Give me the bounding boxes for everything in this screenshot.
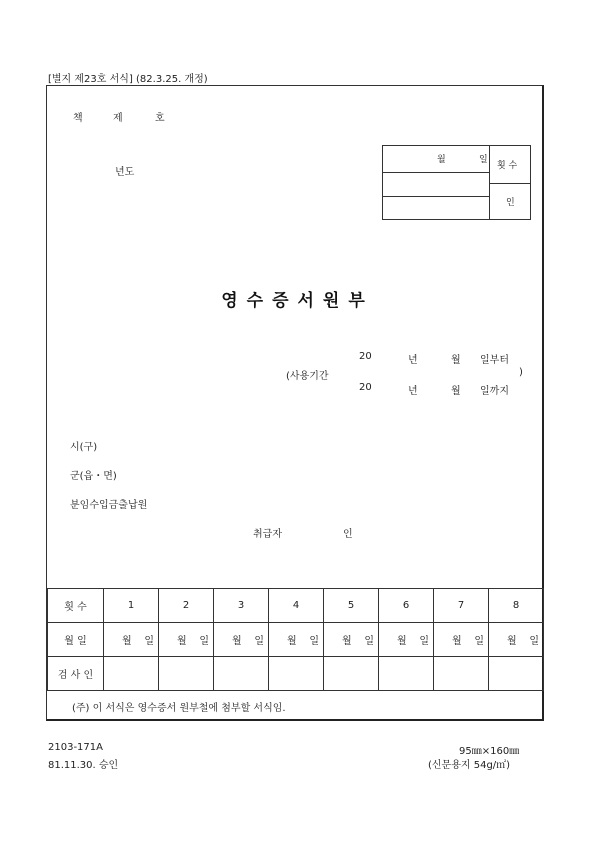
volume-month: 월 [437,155,446,165]
inspection-cell [104,657,159,691]
row-label-count: 횟 수 [48,589,104,623]
period-row1-year-prefix: 20 [359,351,372,362]
year-label: 년도 [115,167,135,178]
col-number: 4 [269,589,324,623]
county-label: 군(읍・면) [70,471,117,482]
inspection-cell [324,657,379,691]
period-open: (사용기간 [286,371,329,382]
approval-date: 81.11.30. 승인 [48,760,119,771]
handler-seal: 인 [343,529,353,540]
period-close: ) [519,367,523,378]
inspection-table [47,588,544,691]
volume-day: 일 [479,155,488,165]
handler-label: 취급자 [253,529,282,540]
inspection-cell [434,657,489,691]
volume-box [382,145,531,220]
date-cell: 월 일 [434,623,489,657]
col-number: 8 [489,589,544,623]
row-label-inspection: 검 사 인 [48,657,104,691]
form-reference: [별지 제23호 서식] (82.3.25. 개정) [48,74,208,85]
col-number: 7 [434,589,489,623]
col-number: 2 [159,589,214,623]
period-row2-month: 월 [451,386,461,397]
volume-seal: 인 [506,198,515,208]
inspection-cell [159,657,214,691]
inspection-cell [379,657,434,691]
col-number: 3 [214,589,269,623]
book-label-2: 제 [113,113,123,124]
form-note: (주) 이 서식은 영수증서 원부철에 첨부할 서식임. [72,703,286,714]
col-number: 1 [104,589,159,623]
table-row [48,657,544,691]
volume-count-label: 횟 수 [497,161,518,171]
date-cell: 월 일 [214,623,269,657]
book-label-1: 책 [73,113,83,124]
row-label-date: 월 일 [48,623,104,657]
inspection-cell [269,657,324,691]
date-cell: 월 일 [324,623,379,657]
form-code: 2103-171A [48,742,103,753]
table-row [48,589,544,623]
col-number: 5 [324,589,379,623]
form-size: 95㎜×160㎜ [459,746,520,757]
period-row1-year: 년 [408,355,418,366]
period-row2-year: 년 [408,386,418,397]
period-row2-until: 일까지 [480,386,509,397]
date-cell: 월 일 [159,623,214,657]
form-title: 영수증서원부 [221,291,374,311]
branch-label: 분임수입금출납원 [70,500,148,511]
period-row2-year-prefix: 20 [359,382,372,393]
date-cell: 월 일 [489,623,544,657]
date-cell: 월 일 [104,623,159,657]
city-label: 시(구) [70,442,98,453]
inspection-cell [489,657,544,691]
book-label-3: 호 [155,113,165,124]
col-number: 6 [379,589,434,623]
period-row1-month: 월 [451,355,461,366]
period-row1-from: 일부터 [480,355,509,366]
table-row [48,623,544,657]
paper-spec: (신문용지 54g/㎡) [428,760,511,771]
date-cell: 월 일 [379,623,434,657]
date-cell: 월 일 [269,623,324,657]
inspection-cell [214,657,269,691]
